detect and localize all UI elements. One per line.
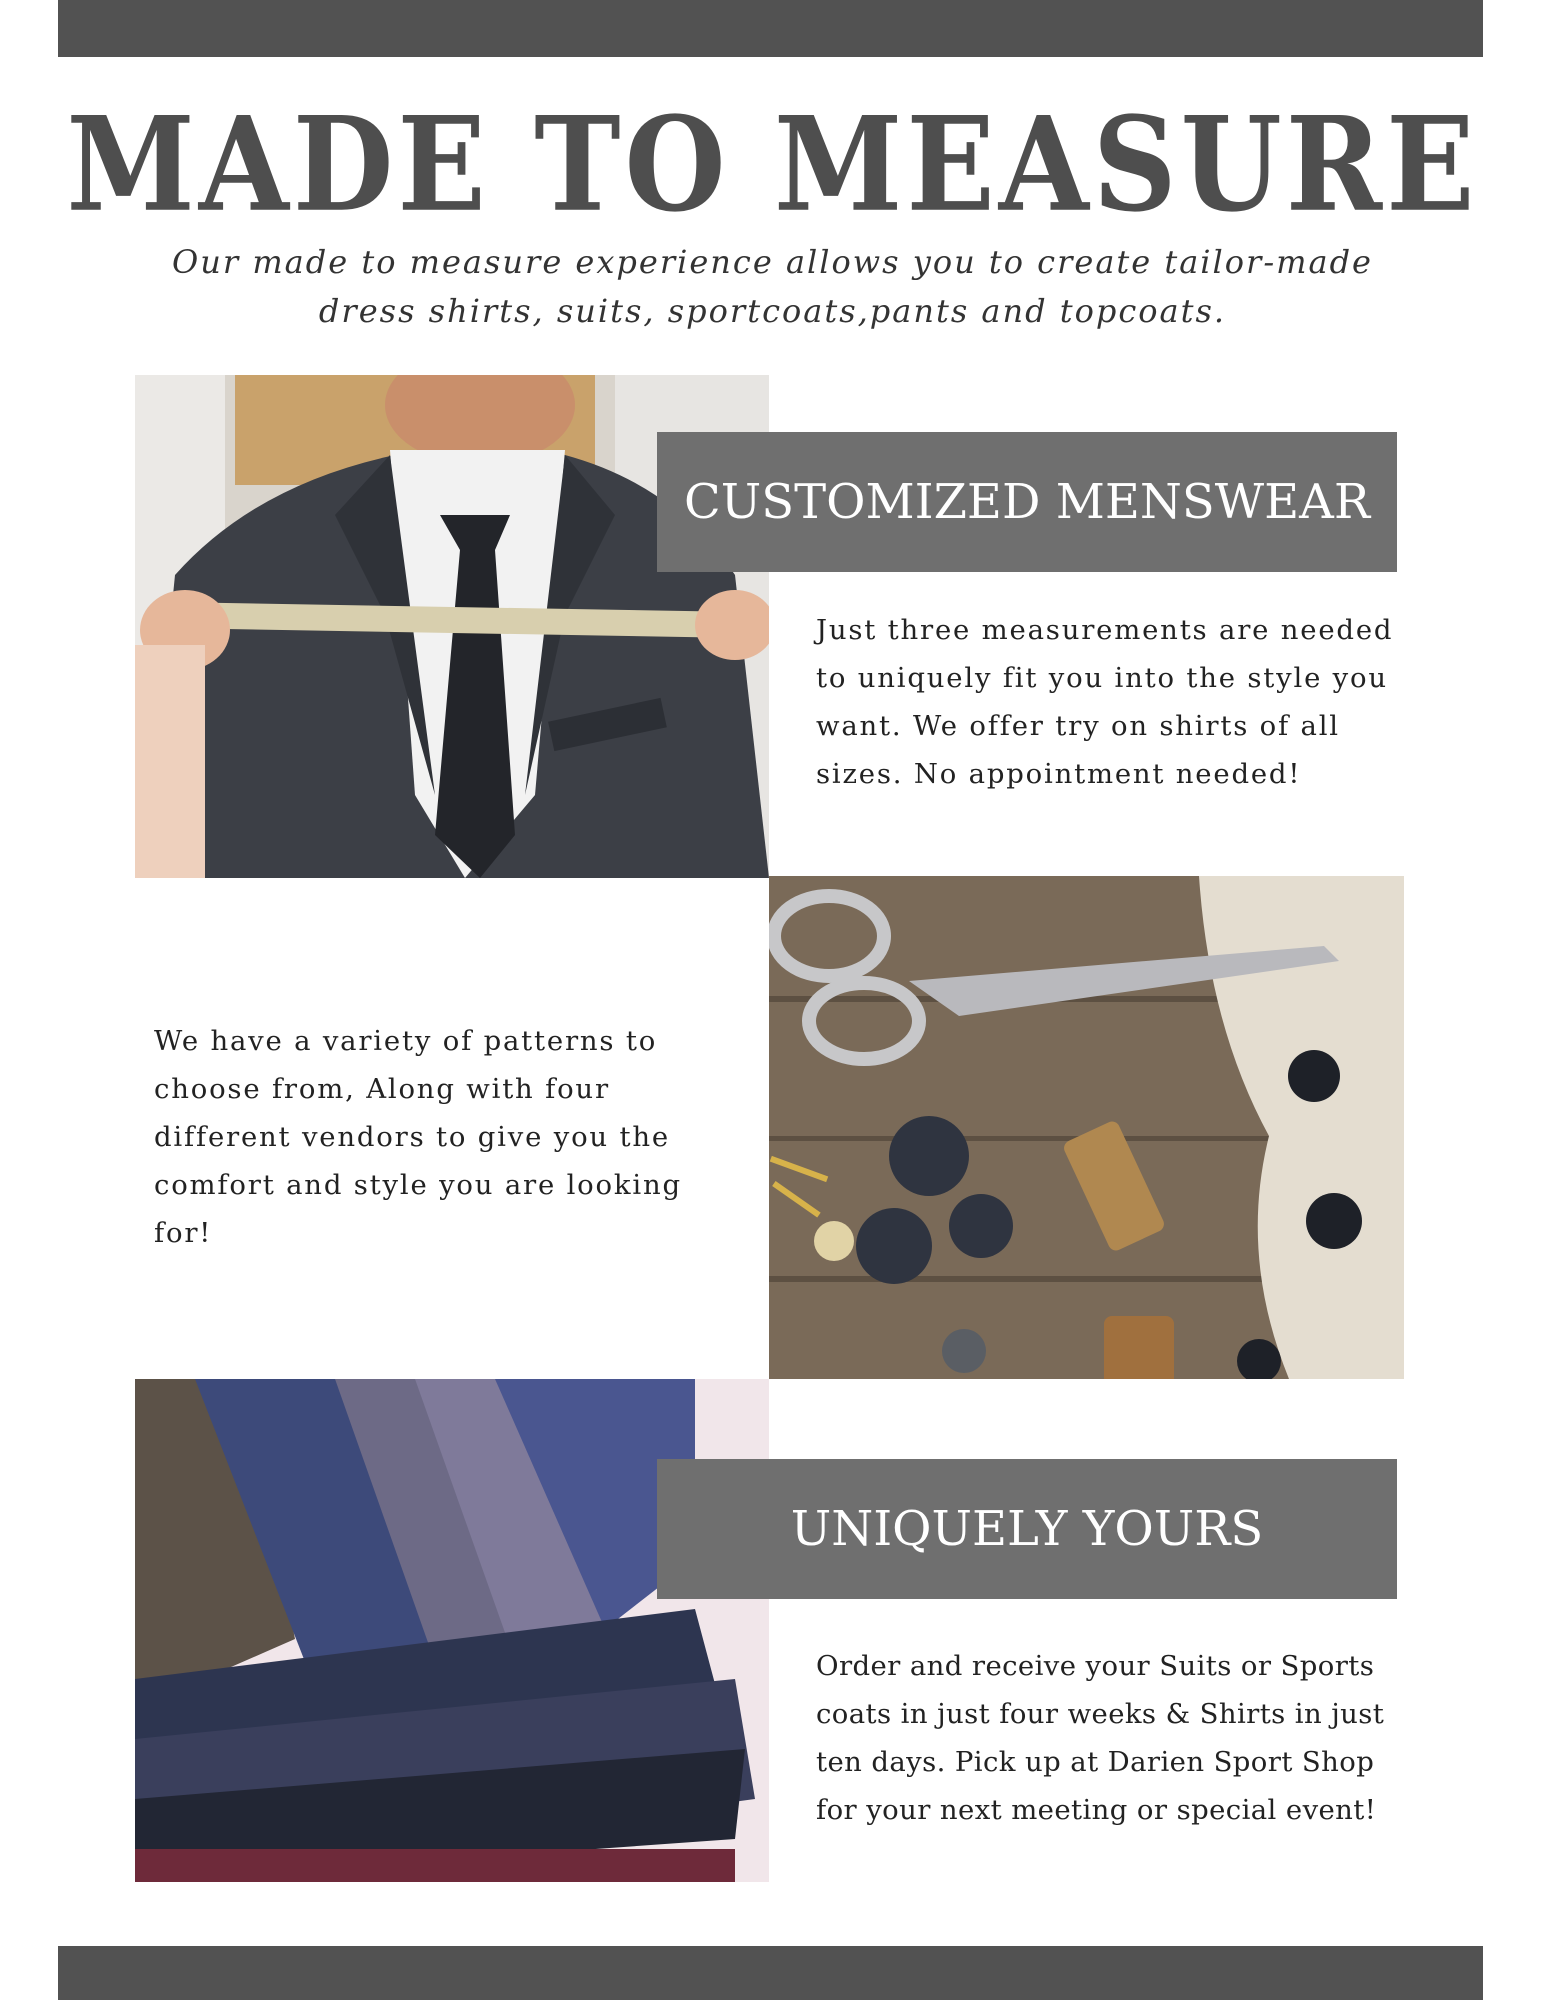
section-banner-customized-menswear: CUSTOMIZED MENSWEAR [657, 432, 1397, 572]
page-title: MADE TO MEASURE [66, 88, 1479, 242]
section-text-patterns: We have a variety of patterns to choose from, Along with four different vendors to give you the comfort and style you are looking for! [154, 1025, 682, 1249]
bottom-bar [58, 1946, 1483, 2000]
section-text-order-timing: Order and receive your Suits or Sports coats in just four weeks & Shirts in just ten days. Pick up at Darien Sport Shop for your next meeting or special event! [816, 1650, 1385, 1826]
fabric-swatches-photo [135, 1379, 769, 1882]
sewing-tools-scissors-buttons-photo [769, 876, 1404, 1379]
section-banner-uniquely-yours: UNIQUELY YOURS [657, 1459, 1397, 1599]
section-text-measurements: Just three measurements are needed to uniquely fit you into the style you want. We offer try on shirts of all sizes. No appointment needed! [816, 614, 1394, 790]
top-bar [58, 0, 1483, 57]
page-subtitle: Our made to measure experience allows you to create tailor-made dress shirts, suits, sportcoats,pants and topcoats. [172, 243, 1373, 330]
